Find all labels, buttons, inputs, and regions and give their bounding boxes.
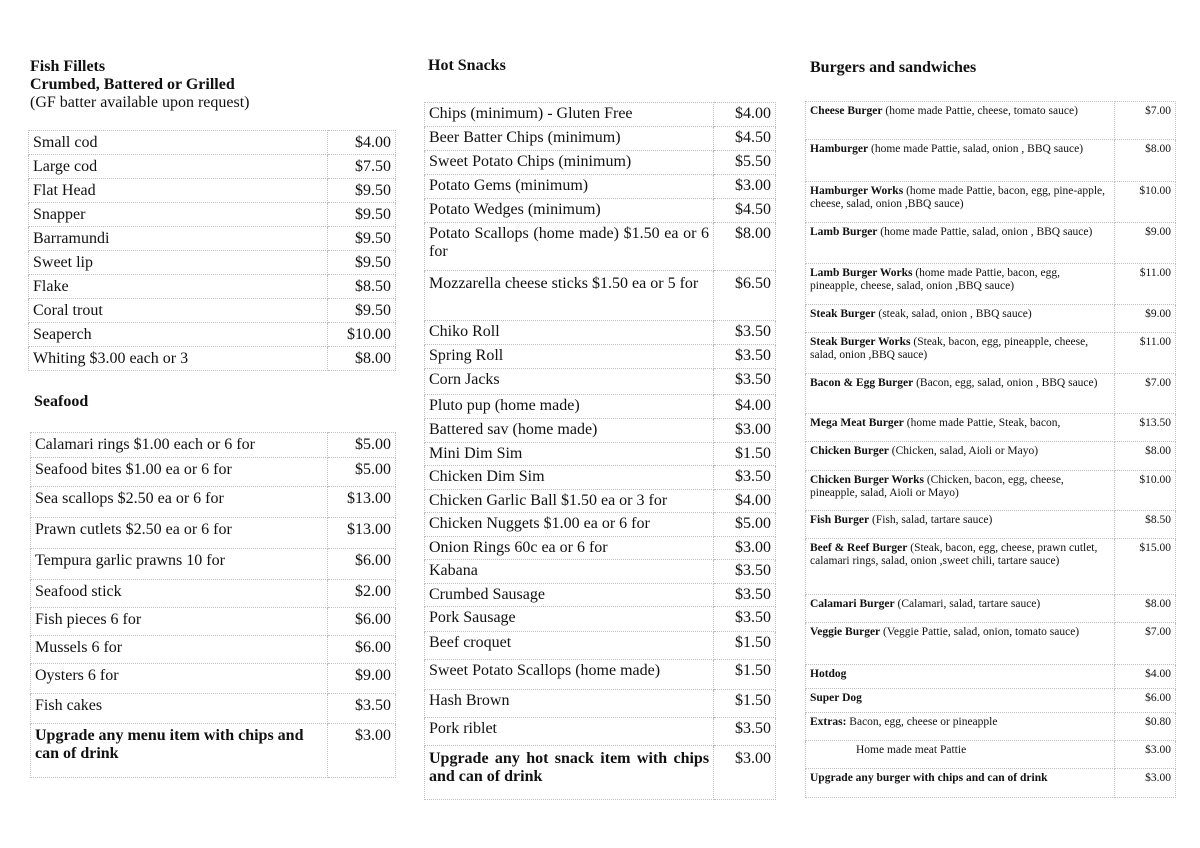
item-price: $15.00 xyxy=(1115,539,1176,595)
table-row xyxy=(806,414,1176,442)
item-desc: (steak, salad, onion , BBQ sauce) xyxy=(875,308,1032,320)
table-row xyxy=(425,199,776,223)
item-desc: (Steak, bacon, egg, pineapple, cheese, salad, onion ,BBQ sauce) xyxy=(810,336,1089,361)
burgers-table xyxy=(805,101,1176,798)
item-name: Lamb Burger xyxy=(810,226,878,238)
item-name: Chiko Roll xyxy=(425,321,714,345)
item-price: $1.50 xyxy=(714,443,776,466)
item-price: $4.00 xyxy=(714,103,776,127)
item-name: Chicken Burger Works xyxy=(810,474,924,486)
burger-item xyxy=(806,442,1115,471)
item-desc: (home made Pattie, bacon, egg, pineapple, cheese, salad, onion ,BBQ sauce) xyxy=(810,267,1060,292)
item-price: $7.00 xyxy=(1115,623,1176,665)
table-row xyxy=(425,223,776,271)
item-name: Steak Burger xyxy=(810,308,876,320)
burger-item xyxy=(806,665,1115,689)
item-price: $3.50 xyxy=(328,694,396,724)
table-row xyxy=(425,151,776,175)
table-row xyxy=(425,345,776,369)
table-row xyxy=(806,511,1176,539)
item-price: $3.00 xyxy=(1115,741,1176,769)
item-name: Pork Sausage xyxy=(425,607,714,632)
fish-subtitle: Crumbed, Battered or Grilled xyxy=(30,76,235,93)
table-row xyxy=(425,369,776,395)
item-price: $8.00 xyxy=(328,347,396,371)
item-name: Corn Jacks xyxy=(425,369,714,395)
item-desc: (Veggie Pattie, salad, onion, tomato sauce) xyxy=(880,626,1080,638)
table-row xyxy=(806,333,1176,374)
item-price: $10.00 xyxy=(1115,182,1176,223)
item-price: $8.00 xyxy=(1115,442,1176,471)
fish-title: Fish Fillets xyxy=(30,58,106,75)
table-row xyxy=(31,636,396,664)
item-price: $1.50 xyxy=(714,660,776,690)
table-row xyxy=(425,271,776,321)
table-row xyxy=(806,769,1176,798)
burger-item xyxy=(806,102,1115,140)
item-price: $8.50 xyxy=(1115,511,1176,539)
item-name: Pluto pup (home made) xyxy=(425,395,714,419)
burger-item xyxy=(806,305,1115,333)
item-desc: (home made Pattie, bacon, egg, pine-apple, cheese, salad, onion ,BBQ sauce) xyxy=(810,185,1106,210)
item-price: $4.00 xyxy=(714,490,776,513)
item-name: Mussels 6 for xyxy=(31,636,328,664)
item-price: $6.50 xyxy=(714,271,776,321)
item-price: $7.00 xyxy=(1115,374,1176,414)
upgrade-note xyxy=(806,769,1115,798)
table-row xyxy=(425,632,776,660)
item-name: Tempura garlic prawns 10 for xyxy=(31,549,328,580)
item-price: $8.00 xyxy=(1115,595,1176,623)
item-price: $3.00 xyxy=(714,537,776,560)
item-name: Flake xyxy=(29,275,328,299)
burger-item xyxy=(806,182,1115,223)
item-price: $4.00 xyxy=(714,395,776,419)
table-row xyxy=(425,560,776,584)
table-row xyxy=(425,718,776,746)
item-name: Chicken Burger xyxy=(810,445,889,457)
item-price: $9.50 xyxy=(328,227,396,251)
burger-item xyxy=(806,511,1115,539)
item-price: $3.50 xyxy=(714,607,776,632)
item-price: $9.50 xyxy=(328,299,396,323)
item-name: Spring Roll xyxy=(425,345,714,369)
table-row xyxy=(29,203,396,227)
table-row xyxy=(31,694,396,724)
table-row xyxy=(31,608,396,636)
item-name: Fish Burger xyxy=(810,514,870,526)
item-name: Oysters 6 for xyxy=(31,664,328,694)
item-price: $3.50 xyxy=(714,466,776,490)
item-desc: (Fish, salad, tartare sauce) xyxy=(869,514,993,526)
item-name: Kabana xyxy=(425,560,714,584)
fish-table xyxy=(28,130,396,371)
table-row xyxy=(806,741,1176,769)
item-name: Extras: xyxy=(810,716,847,728)
item-name: Seaperch xyxy=(29,323,328,347)
table-row xyxy=(29,323,396,347)
table-row xyxy=(31,433,396,458)
item-price: $7.50 xyxy=(328,155,396,179)
item-price: $4.50 xyxy=(714,127,776,151)
item-name: Potato Wedges (minimum) xyxy=(425,199,714,223)
table-row xyxy=(425,443,776,466)
item-desc: (Bacon, egg, salad, onion , BBQ sauce) xyxy=(913,377,1098,389)
table-row xyxy=(29,131,396,155)
item-price: $3.50 xyxy=(714,560,776,584)
table-row xyxy=(29,179,396,203)
item-name: Flat Head xyxy=(29,179,328,203)
item-price: $3.50 xyxy=(714,345,776,369)
burger-item xyxy=(806,333,1115,374)
table-row xyxy=(425,746,776,800)
table-row xyxy=(425,466,776,490)
burger-item xyxy=(806,471,1115,511)
item-name: Fish pieces 6 for xyxy=(31,608,328,636)
fish-note: (GF batter available upon request) xyxy=(30,94,250,111)
item-price: $3.50 xyxy=(714,718,776,746)
item-name: Beer Batter Chips (minimum) xyxy=(425,127,714,151)
item-price: $7.00 xyxy=(1115,102,1176,140)
item-price: $10.00 xyxy=(1115,471,1176,511)
hot-snacks-table xyxy=(424,102,776,800)
item-name: Cheese Burger xyxy=(810,105,883,117)
item-desc: (home made Pattie, Steak, bacon, xyxy=(903,417,1061,429)
item-name: Crumbed Sausage xyxy=(425,584,714,607)
item-price: $2.00 xyxy=(328,580,396,608)
item-name: Upgrade any burger with chips and can of drink xyxy=(810,772,1048,784)
table-row xyxy=(29,275,396,299)
item-name: Sweet Potato Scallops (home made) xyxy=(425,660,714,690)
burger-item xyxy=(806,264,1115,305)
table-row xyxy=(806,471,1176,511)
item-name: Veggie Burger xyxy=(810,626,881,638)
item-desc: (home made Pattie, cheese, tomato sauce) xyxy=(882,105,1078,117)
item-desc: (Chicken, bacon, egg, cheese, pineapple, salad, Aioli or Mayo) xyxy=(810,474,1064,499)
item-name: Hamburger xyxy=(810,143,869,155)
table-row xyxy=(29,251,396,275)
table-row xyxy=(806,374,1176,414)
item-price: $6.00 xyxy=(328,636,396,664)
item-price: $9.00 xyxy=(1115,223,1176,264)
table-row xyxy=(425,419,776,443)
burger-item xyxy=(806,223,1115,264)
item-name: Hotdog xyxy=(810,668,847,680)
table-row xyxy=(806,140,1176,182)
item-price: $1.50 xyxy=(714,690,776,718)
table-row xyxy=(31,487,396,518)
burger-item xyxy=(806,595,1115,623)
table-row xyxy=(425,395,776,419)
item-price: $9.50 xyxy=(328,203,396,227)
item-name: Small cod xyxy=(29,131,328,155)
item-price: $4.50 xyxy=(714,199,776,223)
table-row xyxy=(31,580,396,608)
table-row xyxy=(425,513,776,537)
item-name: Potato Gems (minimum) xyxy=(425,175,714,199)
table-row xyxy=(425,103,776,127)
item-name: Bacon & Egg Burger xyxy=(810,377,914,389)
table-row xyxy=(425,490,776,513)
item-name: Chicken Dim Sim xyxy=(425,466,714,490)
item-name: Pork riblet xyxy=(425,718,714,746)
item-name: Hash Brown xyxy=(425,690,714,718)
item-price: $10.00 xyxy=(328,323,396,347)
table-row xyxy=(425,537,776,560)
item-name: Coral trout xyxy=(29,299,328,323)
item-price: $8.00 xyxy=(714,223,776,271)
item-price: $4.00 xyxy=(328,131,396,155)
item-price: $3.00 xyxy=(714,746,776,800)
seafood-table xyxy=(30,432,396,778)
item-price: $9.50 xyxy=(328,251,396,275)
item-price: $5.00 xyxy=(714,513,776,537)
item-price: $3.50 xyxy=(714,321,776,345)
table-row xyxy=(806,539,1176,595)
item-price: $4.00 xyxy=(1115,665,1176,689)
burger-item xyxy=(806,140,1115,182)
item-name: Prawn cutlets $2.50 ea or 6 for xyxy=(31,518,328,549)
item-price: $13.50 xyxy=(1115,414,1176,442)
item-name: Mega Meat Burger xyxy=(810,417,904,429)
table-row xyxy=(29,347,396,371)
item-name: Barramundi xyxy=(29,227,328,251)
item-desc: (home made Pattie, salad, onion , BBQ sauce) xyxy=(868,143,1084,155)
table-row xyxy=(425,607,776,632)
item-price: $9.50 xyxy=(328,179,396,203)
table-row xyxy=(425,321,776,345)
table-row xyxy=(29,155,396,179)
item-name: Mini Dim Sim xyxy=(425,443,714,466)
burger-item xyxy=(806,623,1115,665)
item-name: Lamb Burger Works xyxy=(810,267,913,279)
item-price: $3.50 xyxy=(714,584,776,607)
table-row xyxy=(31,724,396,778)
item-desc: Home made meat Pattie xyxy=(856,744,967,756)
item-price: $5.50 xyxy=(714,151,776,175)
burger-item xyxy=(806,713,1115,741)
table-row xyxy=(806,623,1176,665)
item-name: Mozzarella cheese sticks $1.50 ea or 5 for xyxy=(425,271,714,321)
item-price: $13.00 xyxy=(328,487,396,518)
item-price: $11.00 xyxy=(1115,264,1176,305)
item-desc: (Calamari, salad, tartare sauce) xyxy=(894,598,1041,610)
table-row xyxy=(806,595,1176,623)
table-row xyxy=(31,664,396,694)
item-name: Chicken Garlic Ball $1.50 ea or 3 for xyxy=(425,490,714,513)
item-price: $13.00 xyxy=(328,518,396,549)
table-row xyxy=(806,305,1176,333)
item-price: $11.00 xyxy=(1115,333,1176,374)
item-name: Calamari rings $1.00 each or 6 for xyxy=(31,433,328,458)
item-name: Battered sav (home made) xyxy=(425,419,714,443)
seafood-title: Seafood xyxy=(34,393,89,410)
table-row xyxy=(425,127,776,151)
item-name: Sweet lip xyxy=(29,251,328,275)
item-price: $3.00 xyxy=(1115,769,1176,798)
table-row xyxy=(806,689,1176,713)
item-price: $6.00 xyxy=(328,549,396,580)
hot-snacks-title: Hot Snacks xyxy=(428,57,506,74)
item-price: $9.00 xyxy=(1115,305,1176,333)
item-name: Super Dog xyxy=(810,692,862,704)
table-row xyxy=(425,660,776,690)
item-price: $5.00 xyxy=(328,433,396,458)
item-name: Fish cakes xyxy=(31,694,328,724)
item-name: Steak Burger Works xyxy=(810,336,911,348)
item-name: Sweet Potato Chips (minimum) xyxy=(425,151,714,175)
item-desc: (home made Pattie, salad, onion , BBQ sauce) xyxy=(877,226,1093,238)
item-price: $3.00 xyxy=(328,724,396,778)
item-name: Potato Scallops (home made) $1.50 ea or 6 for xyxy=(425,223,714,271)
item-price: $3.00 xyxy=(714,175,776,199)
item-name: Sea scallops $2.50 ea or 6 for xyxy=(31,487,328,518)
item-name: Beef croquet xyxy=(425,632,714,660)
fish-header xyxy=(30,58,249,112)
item-price: $9.00 xyxy=(328,664,396,694)
burger-item xyxy=(806,374,1115,414)
burger-item xyxy=(806,414,1115,442)
burger-item xyxy=(806,539,1115,595)
table-row xyxy=(806,223,1176,264)
table-row xyxy=(806,264,1176,305)
item-name: Seafood stick xyxy=(31,580,328,608)
item-desc: (Chicken, salad, Aioli or Mayo) xyxy=(888,445,1039,457)
burger-item xyxy=(806,689,1115,713)
item-desc: Bacon, egg, cheese or pineapple xyxy=(846,716,998,728)
item-name: Beef & Reef Burger xyxy=(810,542,908,554)
table-row xyxy=(425,175,776,199)
item-name: Whiting $3.00 each or 3 xyxy=(29,347,328,371)
item-name: Seafood bites $1.00 ea or 6 for xyxy=(31,458,328,487)
item-name: Snapper xyxy=(29,203,328,227)
table-row xyxy=(806,442,1176,471)
item-price: $3.50 xyxy=(714,369,776,395)
item-price: $6.00 xyxy=(328,608,396,636)
table-row xyxy=(806,665,1176,689)
table-row xyxy=(806,102,1176,140)
item-price: $6.00 xyxy=(1115,689,1176,713)
item-name: Chicken Nuggets $1.00 ea or 6 for xyxy=(425,513,714,537)
item-desc: (Steak, bacon, egg, cheese, prawn cutlet, calamari rings, salad, onion ,sweet chili, tartare sauce) xyxy=(810,542,1098,567)
table-row xyxy=(425,584,776,607)
burger-item xyxy=(806,741,1115,769)
item-name: Hamburger Works xyxy=(810,185,904,197)
item-name: Large cod xyxy=(29,155,328,179)
item-price: $5.00 xyxy=(328,458,396,487)
table-row xyxy=(29,227,396,251)
item-price: $8.00 xyxy=(1115,140,1176,182)
table-row xyxy=(31,518,396,549)
table-row xyxy=(31,549,396,580)
item-price: $8.50 xyxy=(328,275,396,299)
item-price: $3.00 xyxy=(714,419,776,443)
table-row xyxy=(29,299,396,323)
item-name: Chips (minimum) - Gluten Free xyxy=(425,103,714,127)
upgrade-note: Upgrade any menu item with chips and can of drink xyxy=(31,724,328,778)
table-row xyxy=(31,458,396,487)
item-name: Calamari Burger xyxy=(810,598,895,610)
burgers-title: Burgers and sandwiches xyxy=(810,59,977,76)
item-price: $0.80 xyxy=(1115,713,1176,741)
item-price: $1.50 xyxy=(714,632,776,660)
upgrade-note: Upgrade any hot snack item with chips and can of drink xyxy=(425,746,714,800)
table-row xyxy=(425,690,776,718)
table-row xyxy=(806,182,1176,223)
table-row xyxy=(806,713,1176,741)
item-name: Onion Rings 60c ea or 6 for xyxy=(425,537,714,560)
